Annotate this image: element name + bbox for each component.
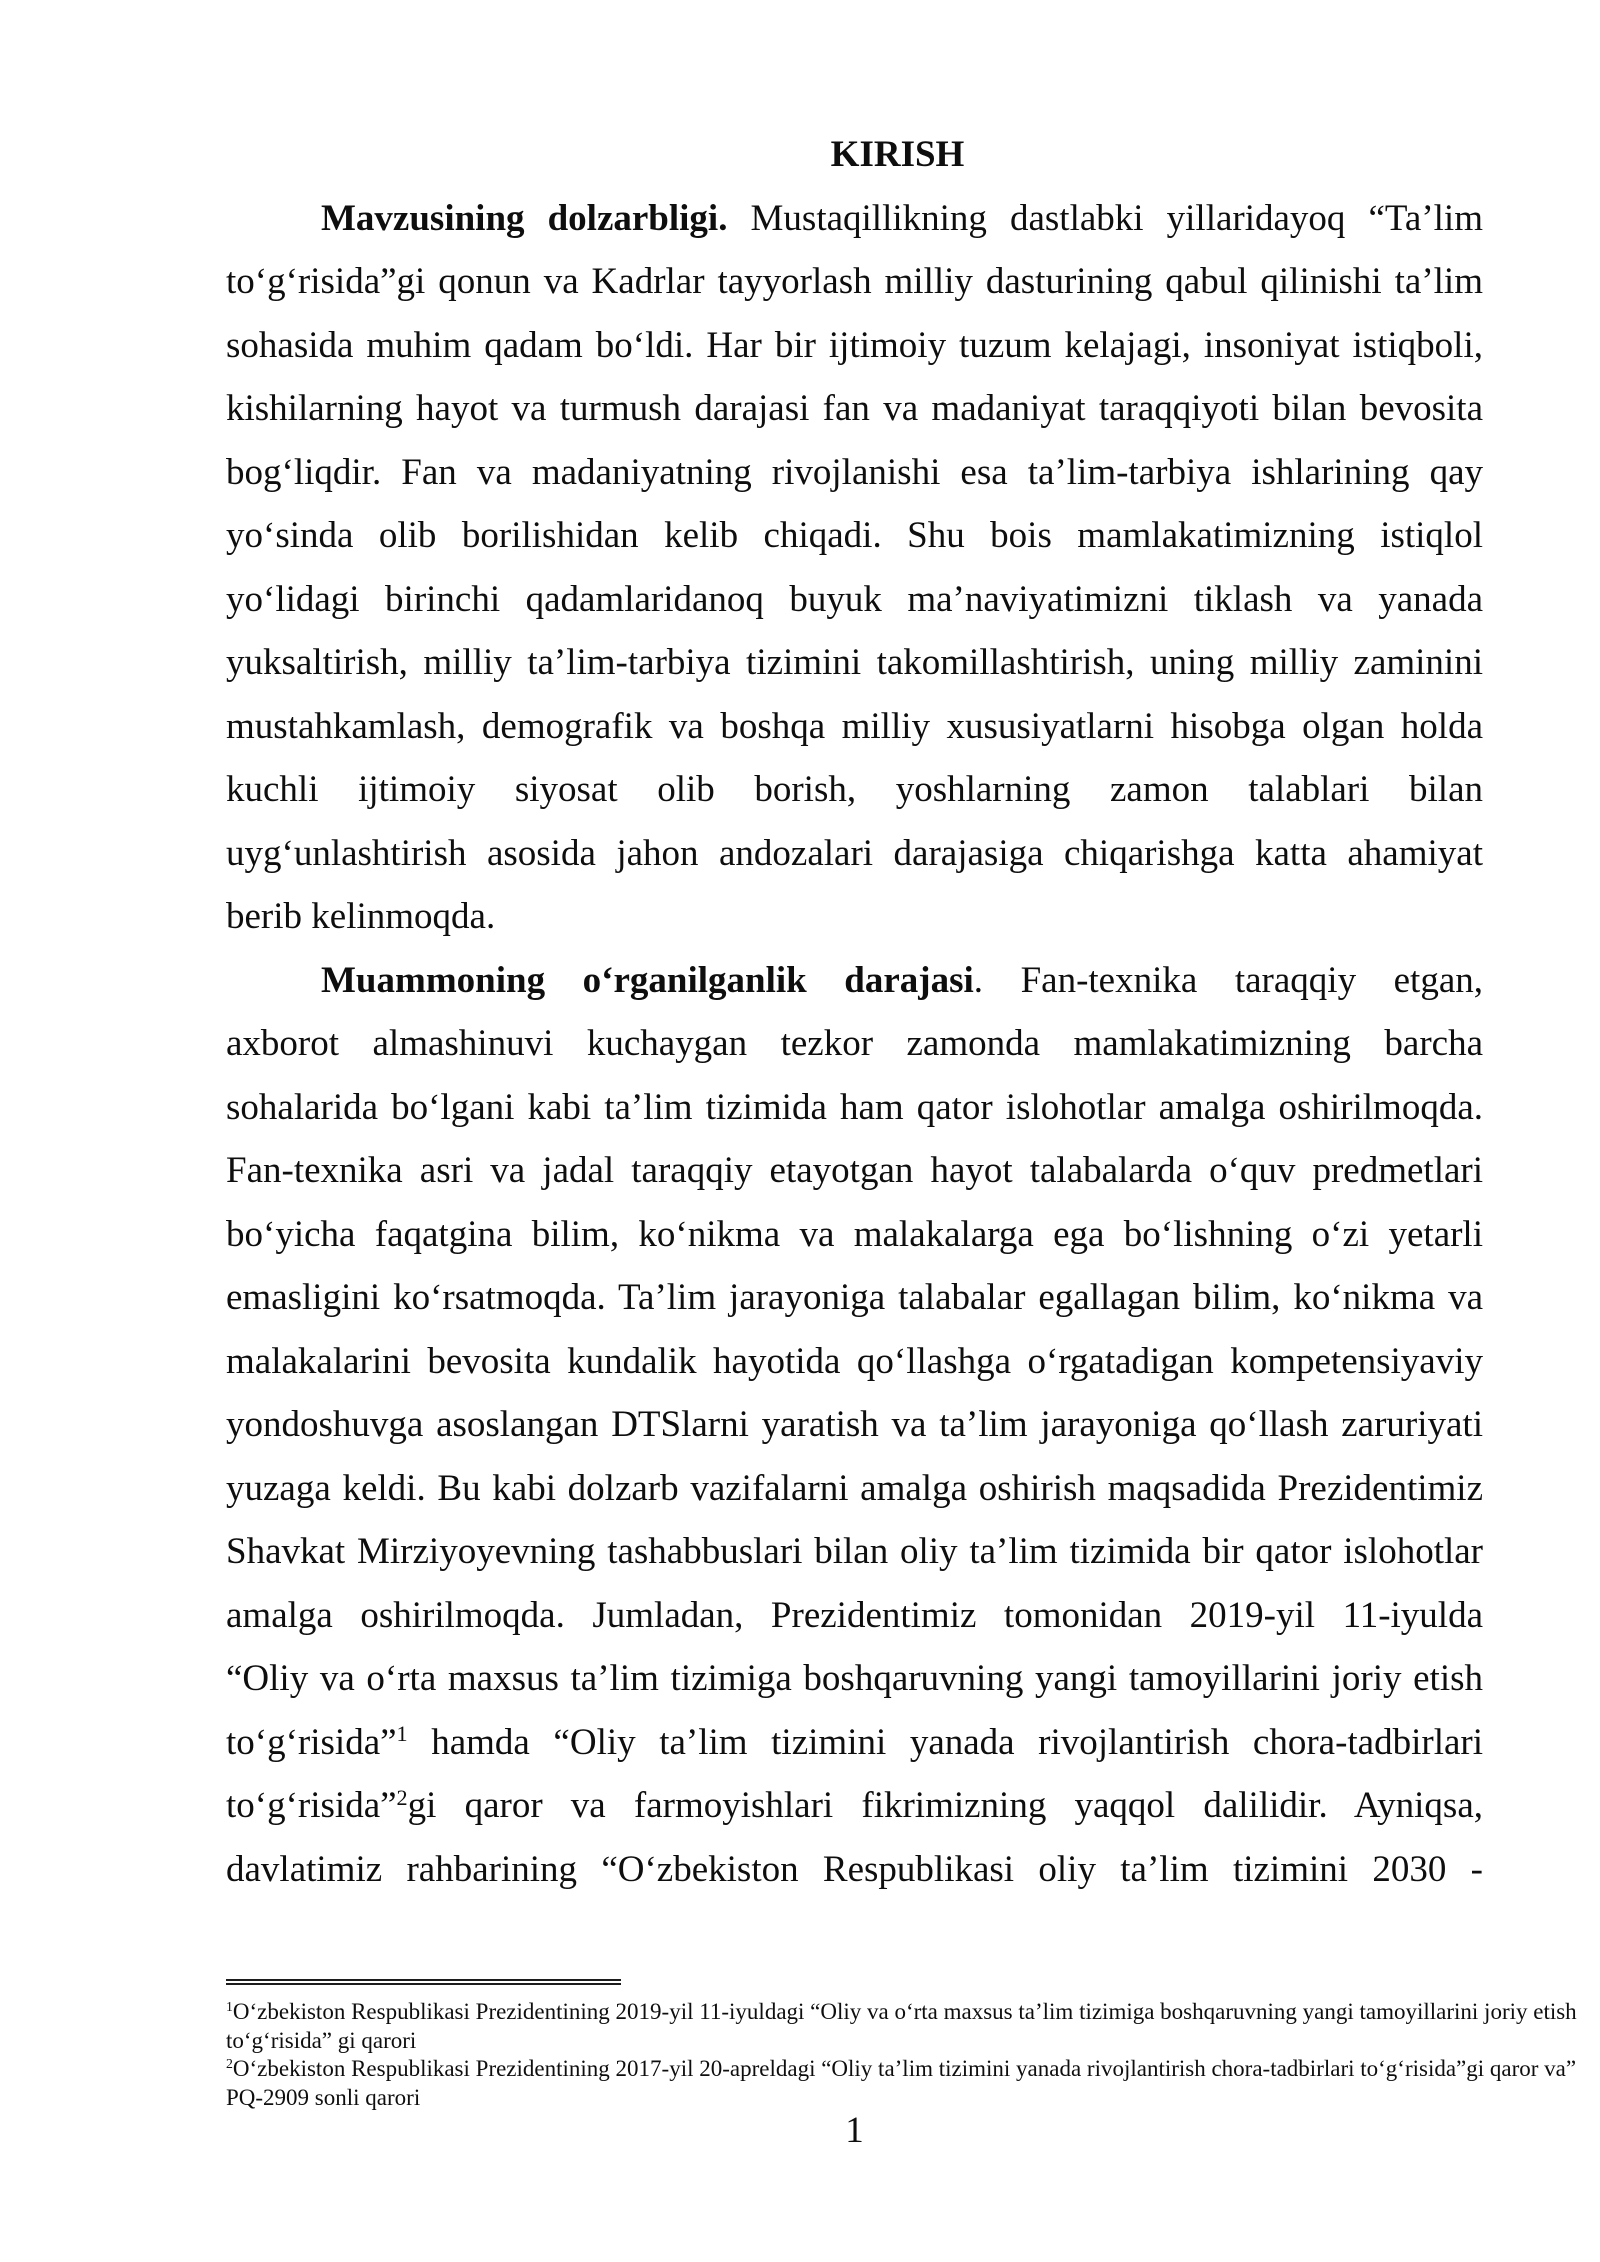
footnote-line: PQ-2909 sonli qarori <box>226 2084 421 2110</box>
text-segment: yuzaga keldi. Bu kabi dolzarb vazifalarni amalga oshirish maqsadida Prezidentimiz <box>226 1467 1483 1509</box>
text-segment: gi qaror va farmoyishlari fikrimizning yaqqol dalilidir. Ayniqsa, <box>407 1785 1483 1826</box>
footnote-marker: 1 <box>226 1999 233 2015</box>
body-line <box>226 631 1483 695</box>
text-segment: Fan-texnika asri va jadal taraqqiy etayotgan hayot talabalarda o‘quv predmetlari <box>226 1150 1483 1191</box>
text-segment: mustahkamlash, demografik va boshqa milliy xususiyatlarni hisobga olgan holda <box>226 705 1483 747</box>
text-segment: axborot almashinuvi kuchaygan tezkor zamonda mamlakatimizning barcha <box>226 1023 1483 1064</box>
body-line <box>226 1139 1483 1203</box>
body-line <box>226 695 1483 759</box>
paragraph-lead: Muammoning o‘rganilganlik darajasi <box>321 959 974 1001</box>
body-line <box>226 1203 1483 1267</box>
body-line <box>226 949 1483 1013</box>
body-line <box>226 1520 1483 1584</box>
body-line <box>226 441 1483 505</box>
footnote-line: $^1$O‘zbekiston Respublikasi Prezidentining 2019-yil 11-iyuldagi “Oliy va o‘rta maxsus ta’lim tizimiga boshqaruvning yangi tamoyillarini joriy etish <box>226 1999 1577 2024</box>
body-line <box>226 504 1483 568</box>
text-segment: sohalarida bo‘lgani kabi ta’lim tizimida ham qator islohotlar amalga oshirilmoqda. <box>226 1086 1483 1128</box>
body-line <box>226 1774 1483 1838</box>
text-segment: kuchli ijtimoiy siyosat olib borish, yoshlarning zamon talablari bilan <box>226 769 1483 810</box>
body-line <box>226 1266 1483 1330</box>
text-segment: Mustaqillikning dastlabki yillaridayoq “Ta’lim <box>727 197 1483 239</box>
footnote-line: $^2$O‘zbekiston Respublikasi Prezidentining 2017-yil 20-apreldagi “Oliy ta’lim tizimini yanada rivojlantirish chora-tadbirlari to‘g‘risida”gi qaror va” <box>226 2056 1577 2081</box>
body-line <box>226 1838 1483 1902</box>
body-line <box>226 377 1483 441</box>
body-line <box>226 1711 1483 1775</box>
body-line <box>226 1012 1483 1076</box>
text-segment: to‘g‘risida” <box>226 1785 397 1826</box>
page-title: KIRISH <box>830 134 965 175</box>
body-line <box>226 1584 1483 1648</box>
text-segment: kishilarning hayot va turmush darajasi fan va madaniyat taraqqiyoti bilan bevosita <box>226 388 1483 429</box>
page-number: 1 <box>845 2110 864 2151</box>
body-line <box>226 885 1483 949</box>
body-text <box>226 123 1483 1901</box>
text-segment: yuksaltirish, milliy ta’lim-tarbiya tizimini takomillashtirish, uning milliy zaminini <box>226 642 1483 683</box>
body-line <box>226 822 1483 886</box>
footnotes <box>226 1998 1577 2112</box>
body-line <box>226 1647 1483 1711</box>
body-line <box>226 1393 1483 1457</box>
text-segment: bo‘yicha faqatgina bilim, ko‘nikma va malakalarga ega bo‘lishning o‘zi yetarli <box>226 1213 1483 1255</box>
text-segment: sohasida muhim qadam bo‘ldi. Har bir ijtimoiy tuzum kelajagi, insoniyat istiqboli, <box>226 324 1483 366</box>
footnote-marker: 2 <box>226 2056 233 2072</box>
text-segment: yondoshuvga asoslangan DTSlarni yaratish va ta’lim jarayoniga qo‘llash zaruriyati <box>226 1404 1483 1445</box>
body-line <box>226 1076 1483 1140</box>
body-line <box>226 758 1483 822</box>
footnote-ref: 1 <box>396 1721 408 1747</box>
body-line <box>226 1457 1483 1521</box>
footnote-line: to‘g‘risida” gi qarori <box>226 2027 417 2053</box>
footnote-ref: 2 <box>396 1784 408 1810</box>
body-line <box>226 314 1483 378</box>
text-segment: bog‘liqdir. Fan va madaniyatning rivojlanishi esa ta’lim-tarbiya ishlarining qay <box>226 451 1483 493</box>
text-segment: amalga oshirilmoqda. Jumladan, Prezidentimiz tomonidan 2019-yil 11-iyulda <box>226 1594 1483 1636</box>
body-line <box>226 568 1483 632</box>
text-segment: emasligini ko‘rsatmoqda. Ta’lim jarayoniga talabalar egallagan bilim, ko‘nikma va <box>226 1277 1483 1318</box>
text-segment: Shavkat Mirziyoyevning tashabbuslari bilan oliy ta’lim tizimida bir qator islohotlar <box>226 1531 1483 1572</box>
text-segment: yo‘lidagi birinchi qadamlaridanoq buyuk ma’naviyatimizni tiklash va yanada <box>226 578 1483 620</box>
text-segment: . Fan-texnika taraqqiy etgan, <box>973 959 1483 1001</box>
text-segment: to‘g‘risida” <box>226 1721 397 1763</box>
text-segment: hamda “Oliy ta’lim tizimini yanada rivojlantirish chora-tadbirlari <box>407 1721 1483 1763</box>
text-segment: uyg‘unlashtirish asosida jahon andozalari darajasiga chiqarishga katta ahamiyat <box>226 832 1483 874</box>
body-line <box>226 250 1483 314</box>
body-line <box>226 187 1483 251</box>
text-segment: berib kelinmoqda. <box>226 896 496 937</box>
text-segment: yo‘sinda olib borilishidan kelib chiqadi. Shu bois mamlakatimizning istiqlol <box>226 515 1483 556</box>
text-segment: malakalarini bevosita kundalik hayotida qo‘llashga o‘rgatadigan kompetensiyaviy <box>226 1340 1483 1382</box>
text-segment: davlatimiz rahbarining “O‘zbekiston Respublikasi oliy ta’lim tizimini 2030 - <box>226 1848 1483 1890</box>
text-segment: to‘g‘risida”gi qonun va Kadrlar tayyorlash milliy dasturining qabul qilinishi ta’lim <box>226 261 1483 302</box>
text-segment: “Oliy va o‘rta maxsus ta’lim tizimiga boshqaruvning yangi tamoyillarini joriy etish <box>226 1658 1483 1699</box>
paragraph-lead: Mavzusining dolzarbligi. <box>321 197 728 239</box>
footnote-separator <box>226 1979 621 1985</box>
body-line <box>226 1330 1483 1394</box>
